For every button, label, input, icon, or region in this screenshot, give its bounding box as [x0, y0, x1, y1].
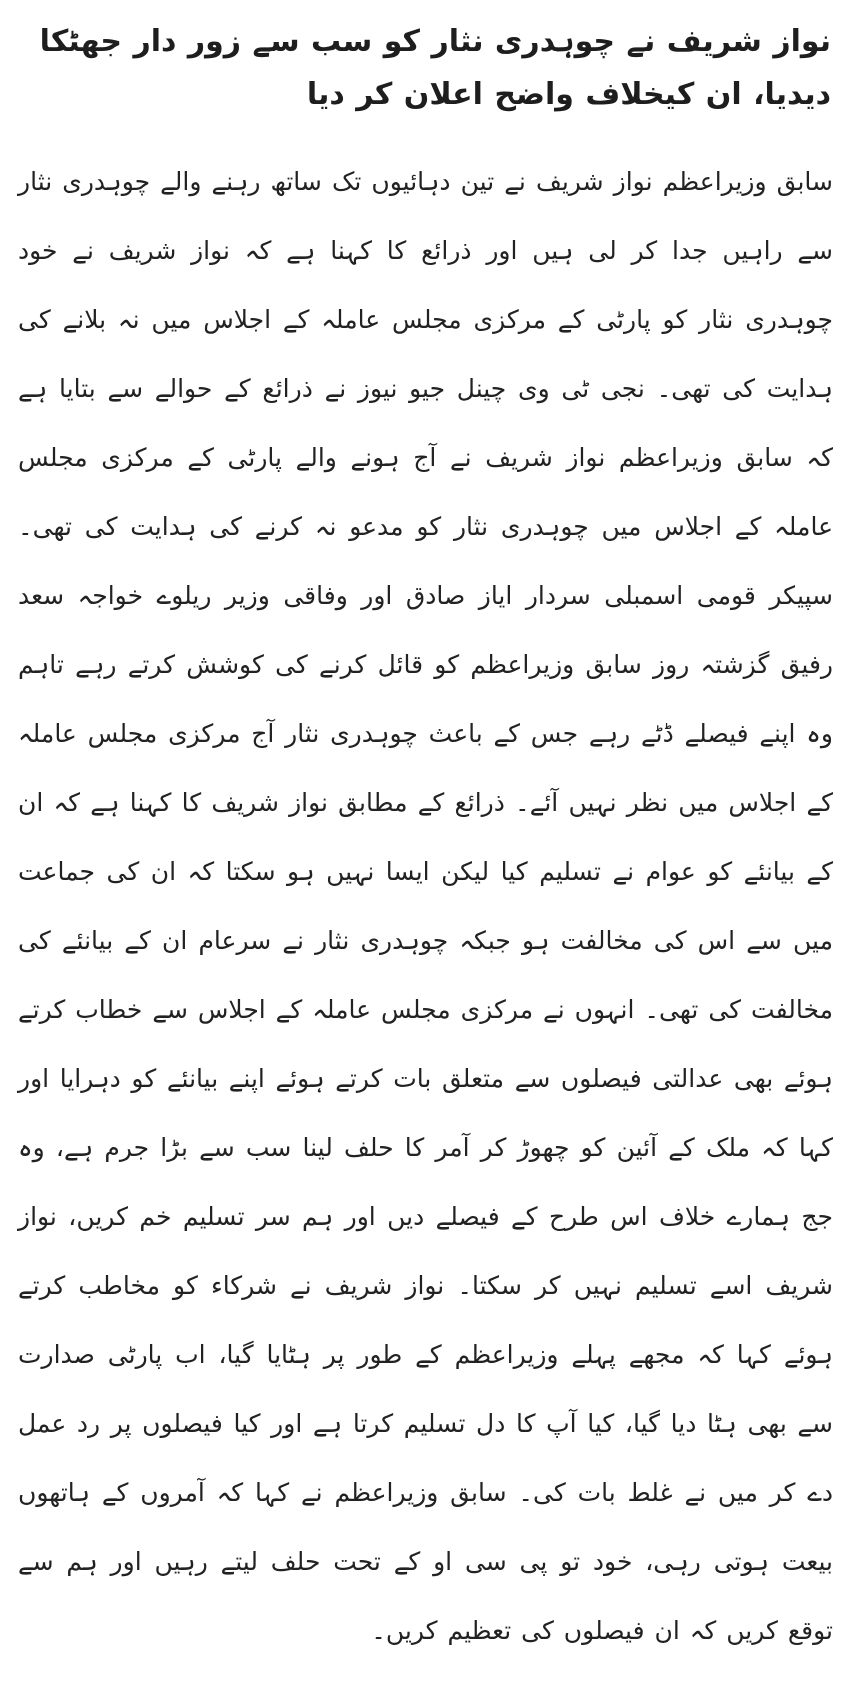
article-body-text: سابق وزیراعظم نواز شریف نے تین دہائیوں تک ساتھ رہنے والے چوہدری نثار سے راہیں جدا کر لی ہیں اور ذرائع کا کہنا ہے کہ نواز شریف نے خود چوہدری نثار کو پارٹی کے مرکزی مجلس عاملہ کے اجلاس میں نہ بلانے کی ہدایت کی تھی۔ نجی ٹی وی چینل جیو نیوز نے ذرائع کے حوالے سے بتایا ہے کہ سابق وزیراعظم نواز شریف نے آج ہونے والے پارٹی کے مرکزی مجلس عاملہ کے اجلاس میں چوہدری نثار کو مدعو نہ کرنے کی ہدایت کی تھی۔ سپیکر قومی اسمبلی سردار ایاز صادق اور وفاقی وزیر ریلوے خواجہ سعد رفیق گزشتہ روز سابق وزیراعظم کو قائل کرنے کی کوشش کرتے رہے تاہم وہ اپنے فیصلے ڈٹے رہے جس کے باعث چوہدری نثار آج مرکزی مجلس عاملہ کے اجلاس میں نظر نہیں آئے۔ ذرائع کے مطابق نواز شریف کا کہنا ہے کہ ان کے بیانئے کو عوام نے تسلیم کیا لیکن ایسا نہیں ہو سکتا کہ ان کی جماعت میں سے اس کی مخالفت ہو جبکہ چوہدری نثار نے سرعام ان کے بیانئے کی مخالفت کی تھی۔ انہوں نے مرکزی مجلس عاملہ کے اجلاس سے خطاب کرتے ہوئے بھی عدالتی فیصلوں سے متعلق بات کرتے ہوئے اپنے بیانئے کو دہرایا اور کہا کہ ملک کے آئین کو چھوڑ کر آمر کا حلف لینا سب سے بڑا جرم ہے، وہ جج ہمارے خلاف اس طرح کے فیصلے دیں اور ہم سر تسلیم خم کریں، نواز شریف اسے تسلیم نہیں کر سکتا۔ نواز شریف نے شرکاء کو مخاطب کرتے ہوئے کہا کہ مجھے پہلے وزیراعظم کے طور پر ہٹایا گیا، اب پارٹی صدارت سے بھی ہٹا دیا گیا، کیا آپ کا دل تسلیم کرتا ہے اور کیا فیصلوں پر رد عمل دے کر میں نے غلط بات کی۔ سابق وزیراعظم نے کہا کہ آمروں کے ہاتھوں بیعت ہوتی رہی، خود تو پی سی او کے تحت حلف لیتے رہیں اور ہم سے توقع کریں کہ ان فیصلوں کی تعظیم کریں۔ — [18, 167, 833, 1645]
article-headline: نواز شریف نے چوہدری نثار کو سب سے زور دار جھٹکا دیدیا، ان کیخلاف واضح اعلان کر دیا — [39, 24, 831, 112]
